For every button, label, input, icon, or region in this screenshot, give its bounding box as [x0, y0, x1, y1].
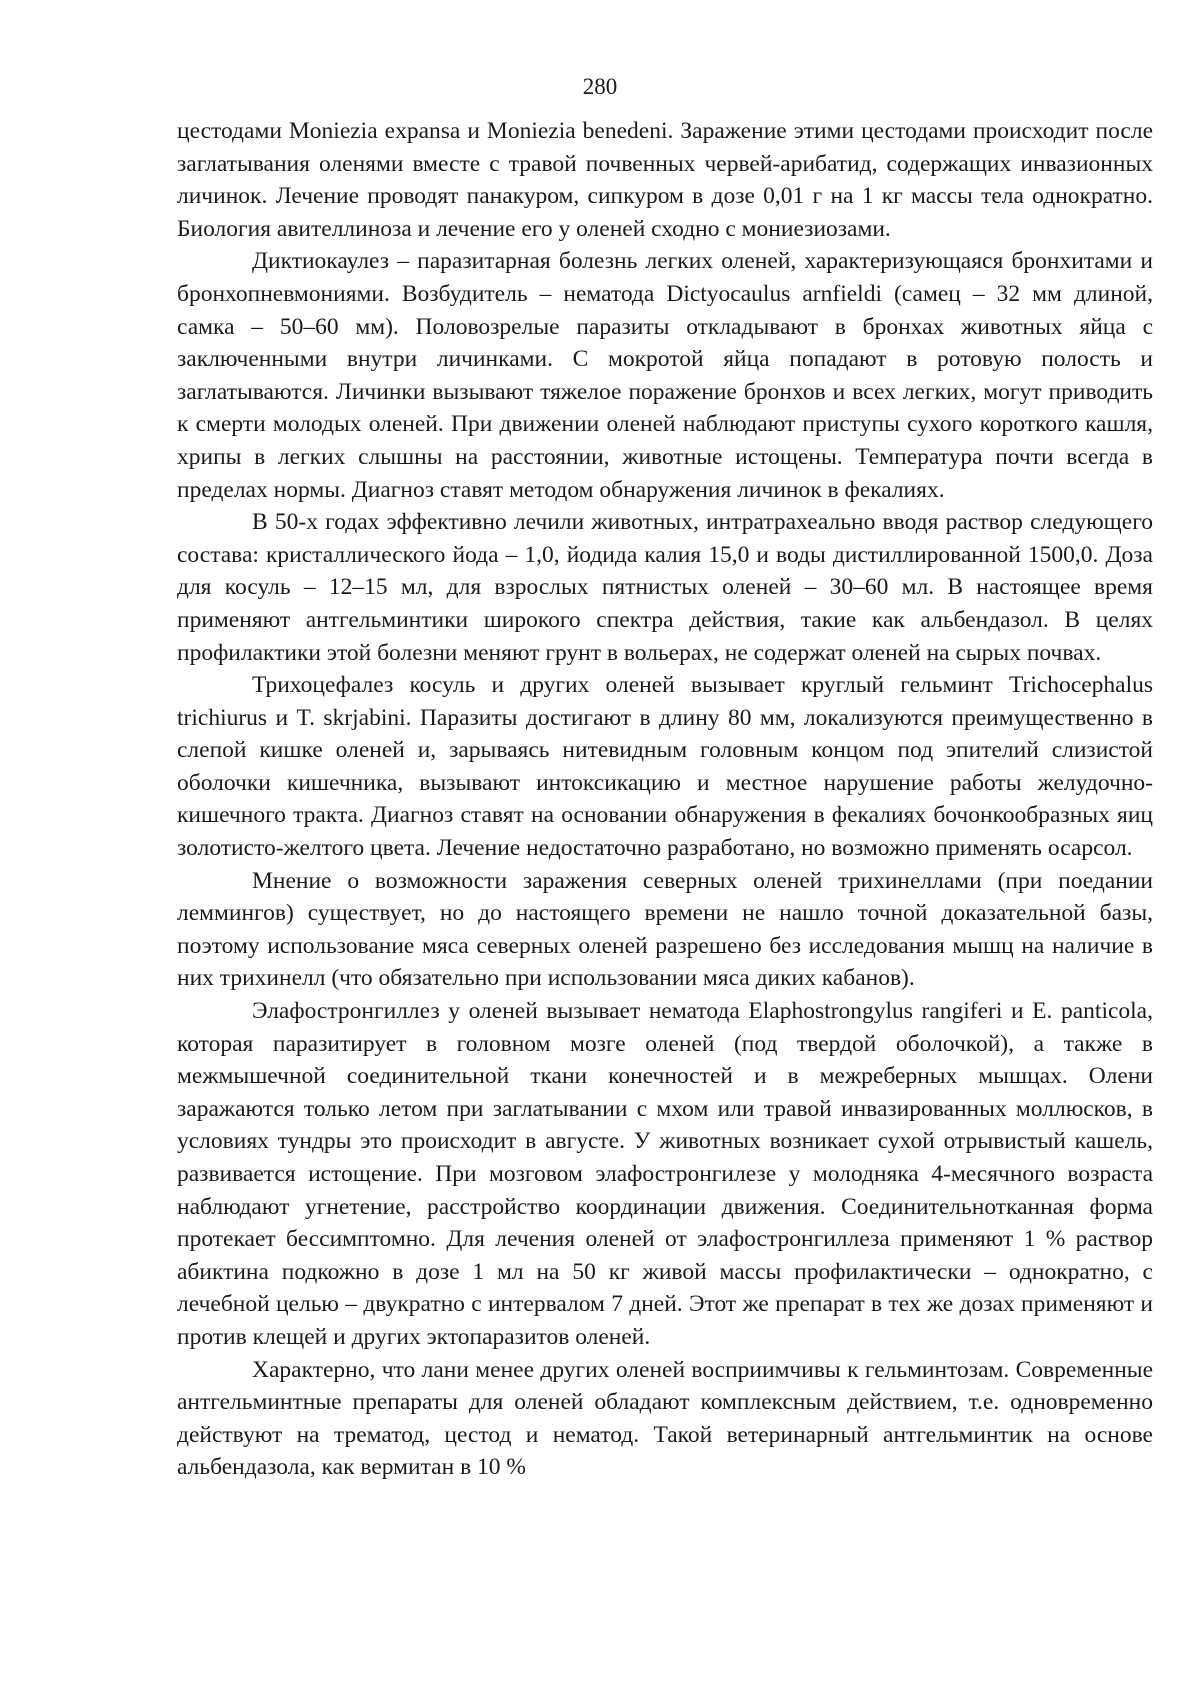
paragraph-trichocephalosis: Трихоцефалез косуль и других оленей вызывает круглый гельминт Trichocephalus trichiurus и T. skrjabini. Паразиты достигают в длину 80 мм, локализуются преимущественно в слепой кишке оленей и, зарываясь нитевидным головным концом под эпителий слизистой оболочки кишечника, вызывают интоксикацию и местное нарушение работы желудочно-кишечного тракта. Диагноз ставят на основании обнаружения в фекалиях бочонкообразных яиц золотисто-желтого цвета. Лечение недостаточно разработано, но возможно применять осарсол.	[177, 672, 1153, 862]
paragraph-elaphostrongylosis: Элафостронгиллез у оленей вызывает нематода Elaphostrongylus rangiferi и E. panticola, которая паразитирует в головном мозге оленей (под твердой оболочкой), а также в межмышечной соединительной ткани конечностей и в межреберных мышцах. Олени заражаются только летом при заглатывании с мхом или травой инвазированных моллюсков, в условиях тундры это происходит в августе. У животных возникает сухой отрывистый кашель, развивается истощение. При мозговом элафостронгилезе у молодняка 4-месячного возраста наблюдают угнетение, расстройство координации движения. Соединительнотканная форма протекает бессимптомно. Для лечения оленей от элафостронгиллеза применяют 1 % раствор абиктина подкожно в дозе 1 мл на 50 кг живой массы профилактически – однократно, с лечебной целью – двукратно с интервалом 7 дней. Этот же препарат в тех же дозах применяют и против клещей и других эктопаразитов оленей.	[177, 998, 1153, 1350]
page-body	[177, 115, 1153, 1484]
paragraph-fallow-deer: Характерно, что лани менее других оленей восприимчивы к гельминтозам. Современные антгельминтные препараты для оленей обладают комплексным действием, т.е. одновременно действуют на трематод, цестод и нематод. Такой ветеринарный антгельминтик на основе альбендазола, как вермитан в 10 %	[177, 1356, 1153, 1481]
paragraph-trichinella: Мнение о возможности заражения северных оленей трихинеллами (при поедании леммингов) существует, но до настоящего времени не нашло точной доказательной базы, поэтому использование мяса северных оленей разрешено без исследования мышц на наличие в них трихинелл (что обязательно при использовании мяса диких кабанов).	[177, 867, 1153, 992]
paragraph-dictyocaulosis: Диктиокаулез – паразитарная болезнь легких оленей, характеризующаяся бронхитами и бронхопневмониями. Возбудитель – нематода Dictyocaulus arnfieldi (самец – 32 мм длиной, самка – 50–60 мм). Половозрелые паразиты откладывают в бронхах животных яйца с заключенными внутри личинками. С мокротой яйца попадают в ротовую полость и заглатываются. Личинки вызывают тяжелое поражение бронхов и всех легких, могут приводить к смерти молодых оленей. При движении оленей наблюдают приступы сухого короткого кашля, хрипы в легких слышны на расстоянии, животные истощены. Температура почти всегда в пределах нормы. Диагноз ставят методом обнаружения личинок в фекалиях.	[177, 248, 1153, 503]
page-number: 280	[582, 74, 618, 99]
paragraph-treatment-history: В 50-х годах эффективно лечили животных, интратрахеально вводя раствор следующего состава: кристаллического йода – 1,0, йодида калия 15,0 и воды дистиллированной 1500,0. Доза для косуль – 12–15 мл, для взрослых пятнистых оленей – 30–60 мл. В настоящее время применяют антгельминтики широкого спектра действия, такие как альбендазол. В целях профилактики этой болезни меняют грунт в вольерах, не содержат оленей на сырых почвах.	[177, 509, 1153, 666]
paragraph-moniezia: цестодами Moniezia expansa и Moniezia benedeni. Заражение этими цестодами происходит после заглатывания оленями вместе с травой почвенных червей-арибатид, содержащих инвазионных личинок. Лечение проводят панакуром, сипкуром в дозе 0,01 г на 1 кг массы тела однократно. Биология авителлиноза и лечение его у оленей сходно с мониезиозами.	[177, 118, 1153, 242]
